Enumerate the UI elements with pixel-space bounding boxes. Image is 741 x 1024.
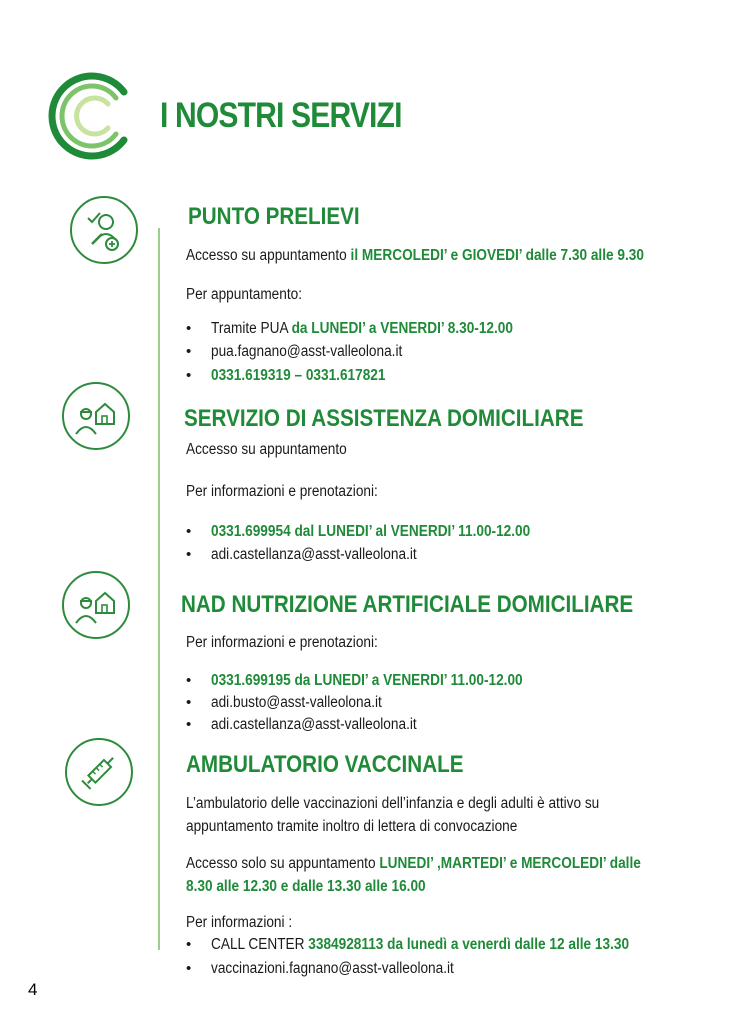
syringe-icon (65, 738, 133, 806)
description-line-1: L’ambulatorio delle vaccinazioni dell’infanzia e degli adulti è attivo su (186, 795, 600, 812)
email-link[interactable]: adi.castellanza@asst-valleolona.it (211, 546, 417, 563)
timeline-divider (158, 228, 160, 950)
bullet: • (186, 320, 192, 337)
section-title-assistenza: SERVIZIO DI ASSISTENZA DOMICILIARE (184, 405, 584, 432)
blood-test-icon (70, 196, 138, 264)
phone-hours: 0331.699195 da LUNEDI’ a VENERDI’ 11.00-12.00 (211, 672, 523, 689)
description-line-2: appuntamento tramite inoltro di lettera di convocazione (186, 818, 518, 835)
page-number: 4 (28, 980, 38, 999)
access-text-vaccinale: Accesso solo su appuntamento LUNEDI’ ,MARTEDI’ e MERCOLEDI’ dalle (186, 855, 641, 872)
info-label-prelievi: Per appuntamento: (186, 286, 303, 303)
info-label-vaccinale: Per informazioni : (186, 914, 293, 931)
email-link[interactable]: adi.castellanza@asst-valleolona.it (211, 716, 417, 733)
home-care-worker-icon (62, 571, 130, 639)
call-center: CALL CENTER 3384928113 da lunedì a venerdì dalle 12 alle 13.30 (211, 936, 630, 953)
access-hours-vaccinale: 8.30 alle 12.30 e dalle 13.30 alle 16.00 (186, 878, 426, 895)
access-text-assistenza: Accesso su appuntamento (186, 441, 347, 458)
bullet: • (186, 694, 192, 711)
access-text-prelievi: Accesso su appuntamento il MERCOLEDI’ e GIOVEDI’ dalle 7.30 alle 9.30 (186, 247, 644, 264)
bullet: • (186, 343, 192, 360)
home-care-worker-icon (62, 382, 130, 450)
section-title-nad: NAD NUTRIZIONE ARTIFICIALE DOMICILIARE (181, 591, 634, 618)
email-link[interactable]: pua.fagnano@asst-valleolona.it (211, 343, 403, 360)
bullet: • (186, 367, 192, 384)
bullet: • (186, 546, 192, 563)
bullet: • (186, 716, 192, 733)
bullet: • (186, 960, 192, 977)
email-link[interactable]: adi.busto@asst-valleolona.it (211, 694, 382, 711)
info-label-nad: Per informazioni e prenotazioni: (186, 634, 378, 651)
info-label-assistenza: Per informazioni e prenotazioni: (186, 483, 378, 500)
page-title: I NOSTRI SERVIZI (160, 96, 402, 135)
phone-numbers: 0331.619319 – 0331.617821 (211, 367, 386, 384)
email-link[interactable]: vaccinazioni.fagnano@asst-valleolona.it (211, 960, 454, 977)
phone-hours: 0331.699954 dal LUNEDI’ al VENERDI’ 11.00-12.00 (211, 523, 531, 540)
bullet: • (186, 672, 192, 689)
section-title-prelievi: PUNTO PRELIEVI (188, 203, 360, 230)
bullet: • (186, 523, 192, 540)
list-item: Tramite PUA da LUNEDI’ a VENERDI’ 8.30-12.00 (211, 320, 513, 337)
cc-logo-icon (46, 70, 138, 162)
bullet: • (186, 936, 192, 953)
section-title-vaccinale: AMBULATORIO VACCINALE (186, 751, 464, 778)
